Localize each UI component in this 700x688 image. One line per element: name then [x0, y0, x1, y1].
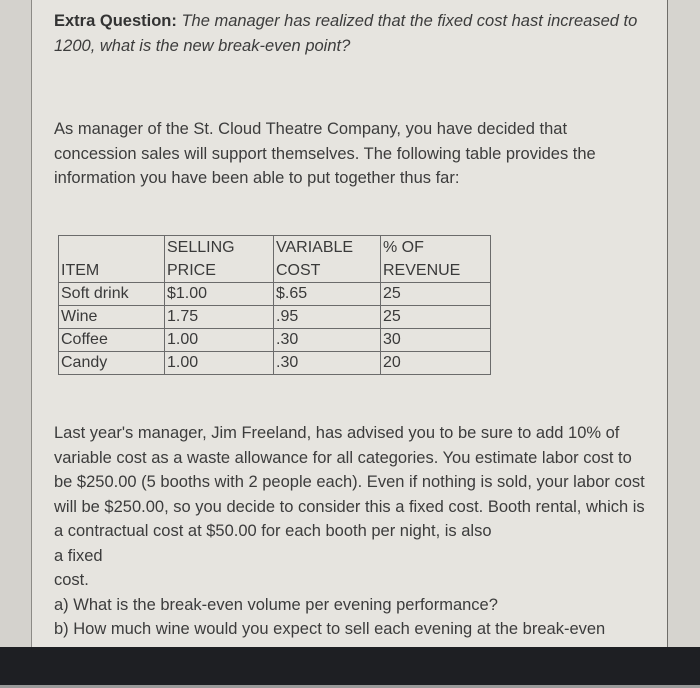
intro-paragraph: As manager of the St. Cloud Theatre Company, you have decided that concession sales will support themselves. The following table provides the information you have been able to put together thus far:	[54, 120, 596, 187]
cell-variable-cost: $.65	[274, 283, 381, 306]
cell-price: 1.00	[165, 329, 274, 352]
header-variable-cost: VARIABLE COST	[274, 236, 381, 283]
background-left	[0, 0, 31, 647]
table-row	[59, 283, 491, 306]
body-section	[54, 421, 654, 642]
cell-price: 1.75	[165, 306, 274, 329]
table-row	[59, 352, 491, 375]
cell-item: Soft drink	[59, 283, 165, 306]
cell-pct-revenue: 25	[381, 283, 491, 306]
cell-item: Coffee	[59, 329, 165, 352]
table-header-row	[59, 236, 491, 283]
cell-price: 1.00	[165, 352, 274, 375]
concessions-table	[58, 235, 491, 375]
cell-price: $1.00	[165, 283, 274, 306]
background-right	[668, 0, 700, 647]
extra-question-text: The manager has realized that the fixed cost hast increased to 1200, what is the new break-even point?	[54, 12, 638, 55]
extra-question-label: Extra Question:	[54, 12, 177, 30]
cell-pct-revenue: 25	[381, 306, 491, 329]
cell-variable-cost: .30	[274, 352, 381, 375]
cell-pct-revenue: 20	[381, 352, 491, 375]
body-paragraph: Last year's manager, Jim Freeland, has advised you to be sure to add 10% of variable cost as a waste allowance for all categories. You estimate labor cost to be $250.00 (5 booths with 2 people each). Even if nothing is sold, your labor cost will be $250.00, so you decide to consider this a fixed cost. Booth rental, which is a contractual cost at $50.00 for each booth per night, is also	[54, 424, 645, 540]
header-selling-price: SELLING PRICE	[165, 236, 274, 283]
header-pct-revenue: % OF REVENUE	[381, 236, 491, 283]
cell-variable-cost: .30	[274, 329, 381, 352]
cell-item: Candy	[59, 352, 165, 375]
question-b: b) How much wine would you expect to sell each evening at the break-even	[54, 620, 606, 638]
body-line-cost: cost.	[54, 571, 89, 589]
question-a: a) What is the break-even volume per evening performance?	[54, 595, 498, 614]
body-line-a-fixed: a fixed	[54, 546, 103, 565]
header-item: ITEM	[59, 236, 165, 283]
extra-question	[54, 9, 654, 58]
cell-variable-cost: .95	[274, 306, 381, 329]
cell-item: Wine	[59, 306, 165, 329]
screen-bottom-bezel	[0, 647, 700, 688]
table-row	[59, 329, 491, 352]
cell-pct-revenue: 30	[381, 329, 491, 352]
table-row	[59, 306, 491, 329]
